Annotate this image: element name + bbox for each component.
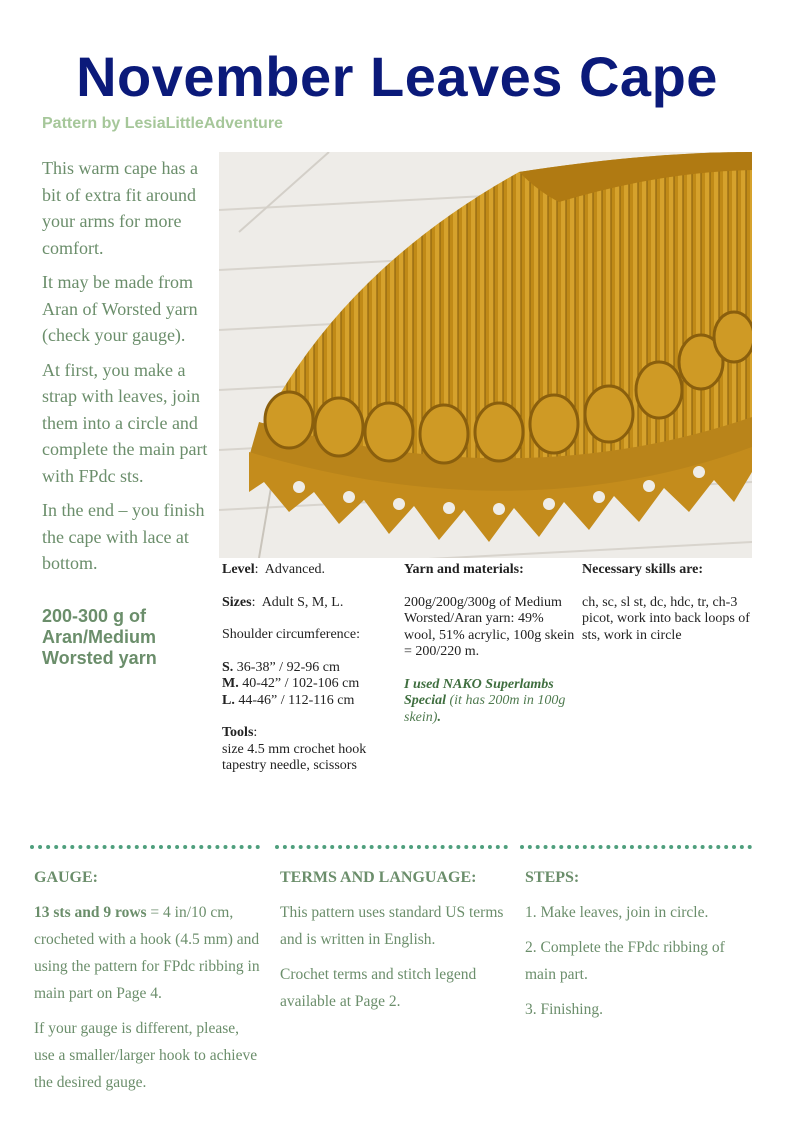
shoulder-label: Shoulder circumference:	[222, 627, 360, 642]
yarn-column	[404, 562, 576, 742]
skills-text: ch, sc, sl st, dc, hdc, tr, ch-3 picot, work into back loops of sts, work in circle	[582, 594, 750, 643]
level-line: Level: Advanced.	[222, 562, 326, 577]
section-divider	[520, 845, 752, 849]
gauge-text: = 4 in/10 cm, crocheted with a hook (4.5 mm) and using the pattern for FPdc ribbing in main part on Page 4.	[34, 904, 260, 1002]
level-value: Advanced.	[264, 562, 326, 577]
intro-paragraph: At first, you make a strap with leaves, join them into a circle and complete the main part with FPdc sts.	[42, 359, 208, 486]
yarn-weight-callout: 200-300 g of Aran/Medium Worsted yarn	[42, 606, 157, 668]
step-item: 3. Finishing.	[525, 1001, 603, 1018]
pattern-byline: Pattern by LesiaLittleAdventure	[42, 115, 283, 132]
yarn-used-end: .	[437, 709, 441, 725]
intro-paragraph: It may be made from Aran of Worsted yarn (check your gauge).	[42, 272, 198, 345]
tools-label: Tools	[222, 725, 254, 740]
gauge-paragraph-2: If your gauge is different, please, use a smaller/larger hook to achieve the desired gauge.	[34, 1020, 258, 1091]
sizes-value: Adult S, M, L.	[261, 594, 344, 610]
level-label: Level	[222, 562, 255, 577]
gauge-heading: GAUGE:	[34, 869, 98, 886]
size-list	[222, 660, 397, 710]
intro-paragraph: This warm cape has a bit of extra fit around your arms for more comfort.	[42, 158, 198, 258]
terms-paragraph: This pattern uses standard US terms and is written in English.	[280, 904, 504, 948]
size-measure: 36-38” / 92-96 cm	[236, 659, 340, 675]
terms-section	[280, 864, 508, 1023]
section-divider	[30, 845, 260, 849]
intro-text	[42, 155, 218, 585]
gauge-bold: 13 sts and 9 rows	[34, 904, 147, 921]
step-item: 1. Make leaves, join in circle.	[525, 904, 709, 921]
section-divider	[275, 845, 508, 849]
size-code: L.	[222, 692, 235, 708]
tools-line: size 4.5 mm crochet hook	[222, 741, 367, 757]
size-code: M.	[222, 676, 239, 691]
size-code: S.	[222, 659, 234, 675]
cape-photo	[219, 152, 752, 558]
skills-column	[582, 562, 754, 660]
cape-illustration	[219, 152, 752, 558]
size-measure: 40-42” / 102-106 cm	[242, 676, 360, 691]
details-column	[222, 562, 397, 791]
gauge-paragraph	[34, 899, 262, 1007]
terms-heading: TERMS AND LANGUAGE:	[280, 869, 477, 886]
skills-heading: Necessary skills are:	[582, 562, 704, 577]
size-measure: 44-46” / 112-116 cm	[238, 692, 355, 708]
terms-paragraph-2: Crochet terms and stitch legend available at Page 2.	[280, 966, 477, 1010]
yarn-used-note	[404, 677, 576, 727]
yarn-used-brand: I used NAKO Superlambs Special	[404, 676, 554, 708]
yarn-text: 200g/200g/300g of Medium Worsted/Aran yarn: 49% wool, 51% acrylic, 100g skein = 200/220 m.	[404, 594, 575, 659]
yarn-heading: Yarn and materials:	[404, 562, 524, 577]
tools-block: Tools: size 4.5 mm crochet hook tapestry needle, scissors	[222, 725, 367, 773]
intro-paragraph: In the end – you finish the cape with lace at bottom.	[42, 500, 205, 573]
gauge-section	[34, 864, 262, 1104]
page-title: November Leaves Cape	[76, 45, 718, 108]
sizes-label: Sizes	[222, 594, 252, 610]
step-item: 2. Complete the FPdc ribbing of main part.	[525, 939, 725, 983]
steps-section	[525, 864, 753, 1031]
sizes-line: Sizes: Adult S, M, L.	[222, 594, 344, 610]
steps-heading: STEPS:	[525, 869, 580, 886]
yarn-used-detail: (it has 200m in 100g skein)	[404, 693, 566, 725]
tools-line: tapestry needle, scissors	[222, 758, 357, 773]
